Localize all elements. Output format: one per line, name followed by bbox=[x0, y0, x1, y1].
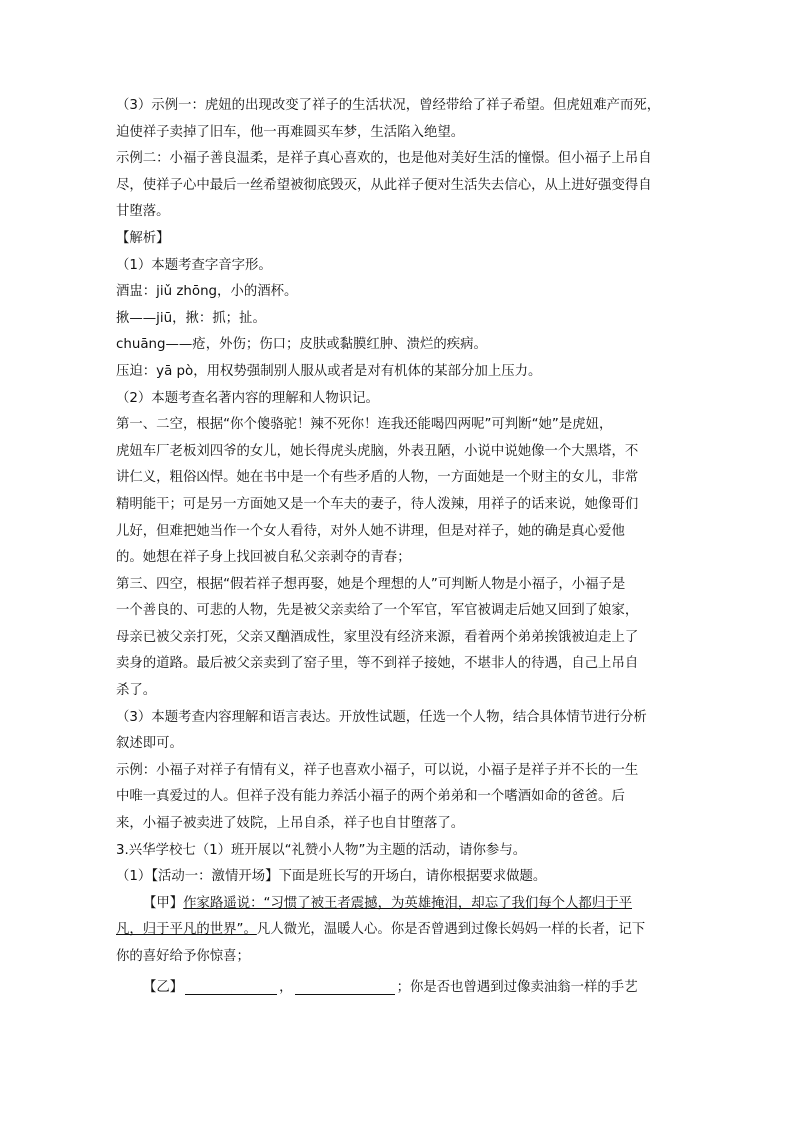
text-line: （3）本题考查内容理解和语言表达。开放性试题，任选一个人物，结合具体情节进行分析 bbox=[116, 709, 647, 725]
text-line: 儿好，但难把她当作一个女人看待，对外人她不讲理，但是对祥子，她的确是真心爱他 bbox=[116, 523, 625, 539]
text-line: 第一、二空，根据“你个傻骆驼！辣不死你！连我还能喝四两呢”可判断“她”是虎妞， bbox=[116, 417, 613, 433]
analysis-heading: 【解析】 bbox=[116, 230, 170, 246]
jia-text: 凡人微光，温暖人心。你是否曾遇到过像长妈妈一样的长者，记下 bbox=[256, 922, 646, 938]
jia-quote-1: 作家路遥说：“习惯了被王者震撼，为英雄掩泪，却忘了我们每个人都归于平 bbox=[183, 895, 632, 911]
jia-line-1 bbox=[116, 891, 676, 918]
text-line: 卖身的道路。最后被父亲卖到了窑子里，等不到祥子接她，不堪非人的待遇，自己上吊自 bbox=[116, 656, 639, 672]
text-line: chuāng——疮，外伤；伤口；皮肤或黏膜红肿、溃烂的疾病。 bbox=[116, 337, 487, 353]
answer-blank-2[interactable] bbox=[295, 977, 395, 995]
jia-quote-2: 凡，归于平凡的世界”。 bbox=[116, 922, 257, 938]
answer-blank-1[interactable] bbox=[185, 977, 277, 995]
text-line: 第三、四空，根据“假若祥子想再娶，她是个理想的人”可判断人物是小福子，小福子是 bbox=[116, 576, 626, 592]
text-line: 示例：小福子对祥子有情有义，祥子也喜欢小福子，可以说，小福子是祥子并不长的一生 bbox=[116, 762, 639, 778]
jia-tag: 【甲】 bbox=[143, 895, 184, 911]
text-line: （1）【活动一：激情开场】下面是班长写的开场白，请你根据要求做题。 bbox=[116, 869, 547, 885]
jia-line-2 bbox=[116, 917, 676, 944]
text-line: （3）示例一：虎妞的出现改变了祥子的生活状况，曾经带给了祥子希望。但虎妞难产而死， bbox=[116, 98, 661, 113]
text-line: 示例二：小福子善良温柔，是祥子真心喜欢的，也是他对美好生活的憧憬。但小福子上吊自 bbox=[116, 151, 652, 167]
text-line: 迫使祥子卖掉了旧车，他一再难圆买车梦，生活陷入绝望。 bbox=[116, 124, 465, 140]
text-line: 中唯一真爱过的人。但祥子没有能力养活小福子的两个弟弟和一个嗜酒如命的爸爸。后 bbox=[116, 789, 625, 805]
text-line: 来，小福子被卖进了妓院，上吊自杀，祥子也自甘堕落了。 bbox=[116, 816, 465, 832]
text-line: 酒盅：jiǔ zhōng，小的酒杯。 bbox=[116, 284, 298, 300]
text-line: 一个善良的、可悲的人物，先是被父亲卖给了一个军官，军官被调走后她又回到了娘家， bbox=[116, 603, 639, 619]
text-line: 虎妞车厂老板刘四爷的女儿，她长得虎头虎脑，外表丑陋，小说中说她像一个大黑塔，不 bbox=[116, 443, 639, 459]
text-line: 精明能干；可是另一方面她又是一个车夫的妻子，待人泼辣，用祥子的话来说，她像哥们 bbox=[116, 496, 639, 512]
text-line: 讲仁义，粗俗凶悍。她在书中是一个有些矛盾的人物，一方面她是一个财主的女儿，非常 bbox=[116, 470, 639, 486]
question-title: 3.兴华学校七（1）班开展以“礼赞小人物”为主题的活动，请你参与。 bbox=[116, 842, 527, 858]
document-body bbox=[116, 93, 676, 1001]
text-line: （1）本题考查字音字形。 bbox=[116, 257, 272, 273]
yi-line bbox=[116, 975, 676, 1002]
text-line: 压迫：yā pò，用权势强制别人服从或者是对有机体的某部分加上压力。 bbox=[116, 363, 542, 379]
text-line: 的。她想在祥子身上找回被自私父亲剥夺的青春； bbox=[116, 550, 411, 566]
yi-comma: ， bbox=[279, 979, 293, 995]
jia-line-3: 你的喜好给予你惊喜； bbox=[116, 949, 250, 964]
text-line: 尽，使祥子心中最后一丝希望被彻底毁灭，从此祥子便对生活失去信心，从上进好强变得自 bbox=[116, 177, 652, 193]
text-line: 母亲已被父亲打死，父亲又酗酒成性，家里没有经济来源，看着两个弟弟挨饿被迫走上了 bbox=[116, 629, 639, 645]
yi-text: ；你是否也曾遇到过像卖油翁一样的手艺 bbox=[396, 979, 638, 995]
text-line: 揪——jiū，揪：抓；扯。 bbox=[116, 310, 266, 326]
text-line: 杀了。 bbox=[116, 683, 157, 699]
text-line: 叙述即可。 bbox=[116, 736, 183, 752]
text-line: 甘堕落。 bbox=[116, 204, 170, 220]
yi-tag: 【乙】 bbox=[143, 979, 184, 995]
text-line: （2）本题考查名著内容的理解和人物识记。 bbox=[116, 390, 379, 406]
